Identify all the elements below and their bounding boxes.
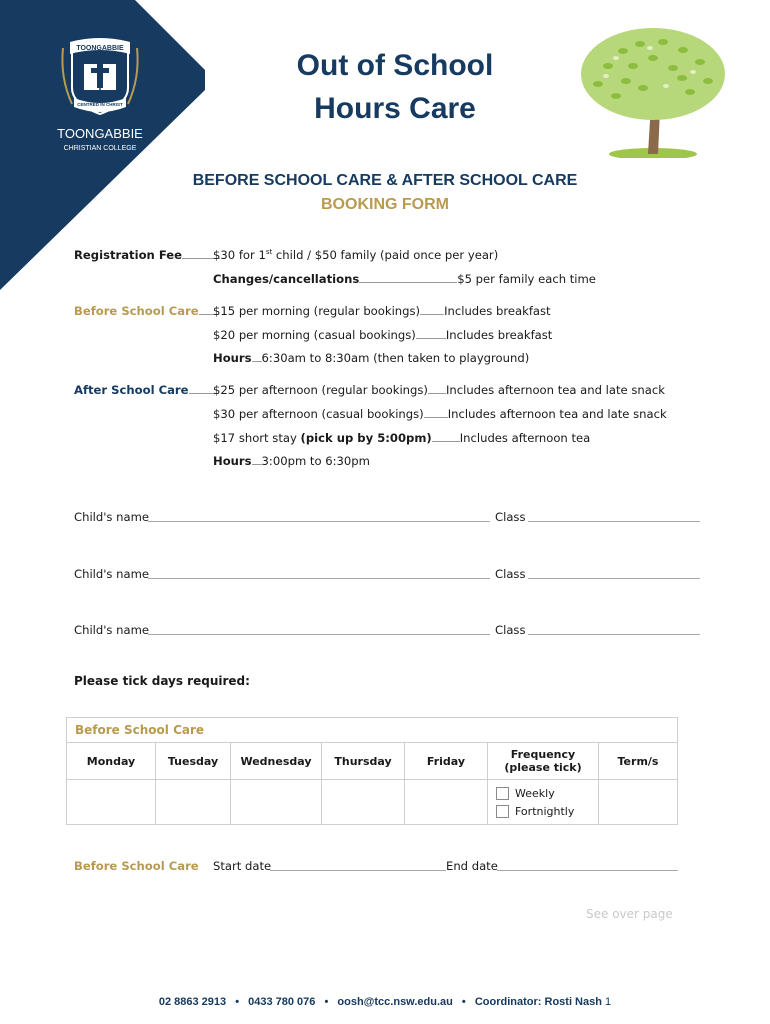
table-title: Before School Care xyxy=(67,718,678,743)
weekly-checkbox[interactable] xyxy=(496,787,509,800)
short-stay-row: $17 short stay (pick up by 5:00pm) Includes afternoon tea xyxy=(213,431,591,445)
crest-banner-text: TOONGABBIE xyxy=(76,45,124,52)
after-care-label: After School Care xyxy=(74,383,189,397)
footer-contact: 02 8863 2913 • 0433 780 076 • oosh@tcc.nsw.edu.au • Coordinator: Rosti Nash 1 xyxy=(158,996,612,1008)
after-care-price-1: $25 per afternoon (regular bookings) Includes afternoon tea and late snack xyxy=(213,383,665,397)
start-date-field[interactable] xyxy=(270,870,446,871)
class-label-1: Class xyxy=(495,510,526,524)
cell-thursday[interactable] xyxy=(322,780,405,825)
header-tuesday: Tuesday xyxy=(156,743,231,780)
form-heading: BEFORE SCHOOL CARE & AFTER SCHOOL CARE xyxy=(192,172,578,189)
changes-label: Changes/cancellations xyxy=(213,272,360,286)
class-field-1[interactable] xyxy=(528,521,700,522)
weekly-option[interactable]: Weekly xyxy=(488,784,598,802)
child-name-label-2: Child's name xyxy=(74,567,150,581)
corner-banner xyxy=(0,0,260,290)
before-care-price-1: $15 per morning (regular bookings) Includes breakfast xyxy=(213,304,551,318)
header-frequency: Frequency (please tick) xyxy=(488,743,599,780)
fortnightly-option[interactable]: Fortnightly xyxy=(488,802,598,820)
registration-fee-row xyxy=(74,248,220,262)
page-number: 1 xyxy=(605,996,612,1008)
footer-email: oosh@tcc.nsw.edu.au xyxy=(337,996,453,1008)
footer-mobile: 0433 780 076 xyxy=(248,996,316,1008)
header-wednesday: Wednesday xyxy=(231,743,322,780)
registration-fee-value: $30 for 1st child / $50 family (paid once per year) xyxy=(213,248,499,262)
fortnightly-checkbox[interactable] xyxy=(496,805,509,818)
before-care-label-row xyxy=(74,304,219,318)
footer-coordinator-name: Rosti Nash xyxy=(544,996,602,1008)
before-care-hours: Hours 6:30am to 8:30am (then taken to playground) xyxy=(213,351,530,365)
after-care-price-2: $30 per afternoon (casual bookings) Includes afternoon tea and late snack xyxy=(213,407,667,421)
college-subname: CHRISTIAN COLLEGE xyxy=(63,145,137,152)
end-date-field[interactable] xyxy=(497,870,678,871)
form-subheading: BOOKING FORM xyxy=(321,196,449,213)
title-line-1: Out of School xyxy=(296,49,494,82)
header-thursday: Thursday xyxy=(322,743,405,780)
header-monday: Monday xyxy=(67,743,156,780)
before-care-label: Before School Care xyxy=(74,304,199,318)
title-line-2: Hours Care xyxy=(314,92,476,125)
header-friday: Friday xyxy=(405,743,488,780)
header-terms: Term/s xyxy=(599,743,678,780)
dates-label: Before School Care xyxy=(74,859,199,873)
footer-coordinator-label: Coordinator: xyxy=(474,996,542,1008)
see-over-page-note: See over page xyxy=(586,907,673,921)
booking-table xyxy=(66,717,678,825)
child-name-label-3: Child's name xyxy=(74,623,150,637)
class-label-2: Class xyxy=(495,567,526,581)
changes-row xyxy=(213,272,596,286)
cell-monday[interactable] xyxy=(67,780,156,825)
cell-tuesday[interactable] xyxy=(156,780,231,825)
college-name: TOONGABBIE xyxy=(57,126,143,141)
child-name-field-2[interactable] xyxy=(148,578,490,579)
start-date-label: Start date xyxy=(213,859,272,873)
end-date-label: End date xyxy=(446,859,498,873)
child-name-label-1: Child's name xyxy=(74,510,150,524)
after-care-label-row xyxy=(74,383,219,397)
class-label-3: Class xyxy=(495,623,526,637)
class-field-3[interactable] xyxy=(528,634,700,635)
changes-value: $5 per family each time xyxy=(457,272,596,286)
footer-phone: 02 8863 2913 xyxy=(158,996,227,1008)
child-name-field-1[interactable] xyxy=(148,521,490,522)
before-care-price-2: $20 per morning (casual bookings) Includes breakfast xyxy=(213,328,553,342)
cell-frequency xyxy=(488,780,599,825)
tree-illustration xyxy=(578,26,728,158)
cell-terms[interactable] xyxy=(599,780,678,825)
page-title xyxy=(260,44,530,130)
crest-motto-text: CENTRED IN CHRIST xyxy=(77,102,123,107)
cell-wednesday[interactable] xyxy=(231,780,322,825)
class-field-2[interactable] xyxy=(528,578,700,579)
after-care-hours: Hours 3:00pm to 6:30pm xyxy=(213,454,370,468)
registration-fee-label: Registration Fee xyxy=(74,248,182,262)
tick-days-heading: Please tick days required: xyxy=(74,674,250,688)
cell-friday[interactable] xyxy=(405,780,488,825)
child-name-field-3[interactable] xyxy=(148,634,490,635)
